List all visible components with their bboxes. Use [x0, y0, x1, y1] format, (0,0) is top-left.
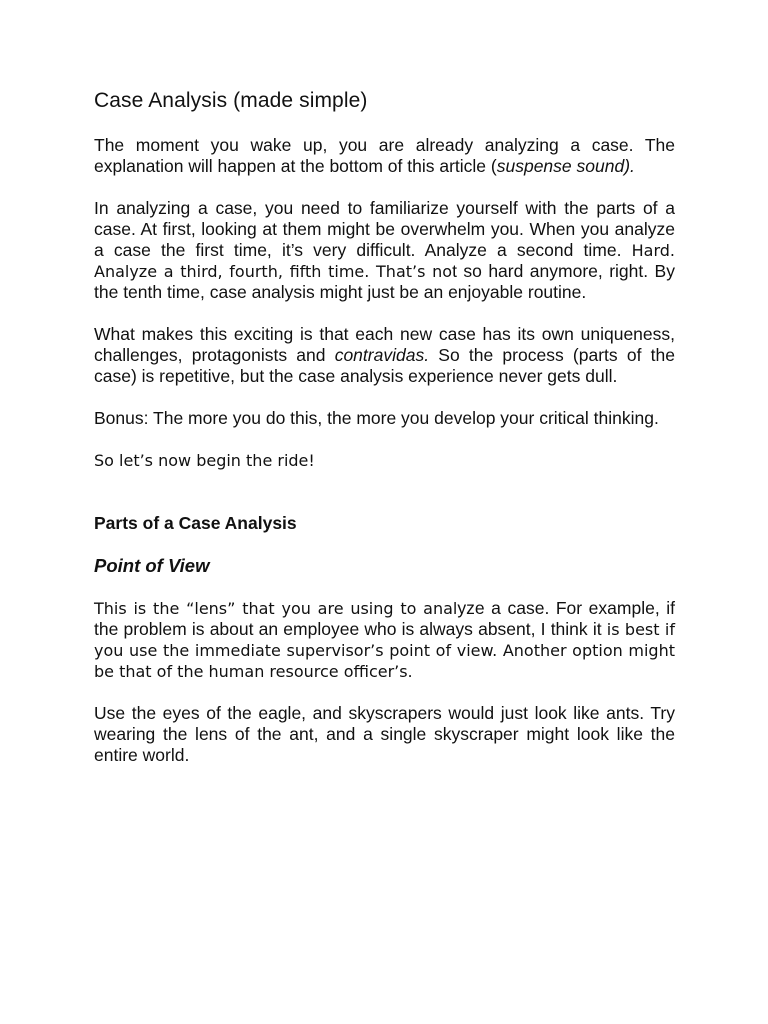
intro-text: The moment you wake up, you are already analyzing a case. The explanation will happen at the bottom of this article (: [94, 135, 675, 176]
familiarize-alt-text: Hard. Analyze a third, fourth, fifth time. That’s no: [94, 241, 675, 281]
exciting-paragraph: [94, 324, 675, 387]
lens-text-end: .: [407, 661, 413, 681]
intro-paragraph: [94, 135, 675, 177]
begin-ride-text: So let’s now begin the ride!: [94, 451, 315, 470]
familiarize-text-end: t so hard anymore, right. By the tenth time, case analysis might just be an enjoyable routine.: [94, 261, 675, 302]
begin-ride-paragraph: [94, 450, 675, 471]
bonus-paragraph: Bonus: The more you do this, the more you develop your critical thinking.: [94, 408, 659, 428]
sub-heading: Point of View: [94, 555, 210, 576]
familiarize-text: In analyzing a case, you need to familiarize yourself with the parts of a case. At first, looking at them might be overwhelm you. When you analyze a case the first time, it’s very difficult. Analyze a second time.: [94, 198, 675, 260]
exciting-text: What makes this exciting is that each new case has its own uniqueness, challenges, protagonists and: [94, 324, 675, 365]
intro-italic-text: suspense sound).: [496, 156, 635, 176]
familiarize-paragraph: [94, 198, 675, 303]
eagle-paragraph: Use the eyes of the eagle, and skyscrapers would just look like ants. Try wearing the lens of the ant, and a single skyscraper might look like the entire world.: [94, 703, 675, 765]
lens-alt-text: This is the “lens” that you are using to anal: [94, 599, 458, 618]
document-title: Case Analysis (made simple): [94, 89, 368, 112]
document-page: [94, 88, 675, 787]
lens-text: yze a case. For example, if the problem is about an employee who is always absent, I think it: [94, 598, 675, 639]
section-heading: Parts of a Case Analysis: [94, 513, 297, 533]
exciting-text-end: So the process (parts of the case) is repetitive, but the case analysis experience never gets dull.: [94, 345, 675, 386]
lens-paragraph: [94, 598, 675, 682]
lens-alt-text-2: is best if you use the immediate supervisor’s point of view. Another option might be that of the human resource officer’s: [94, 620, 676, 681]
exciting-italic-text: contravidas.: [334, 345, 430, 365]
